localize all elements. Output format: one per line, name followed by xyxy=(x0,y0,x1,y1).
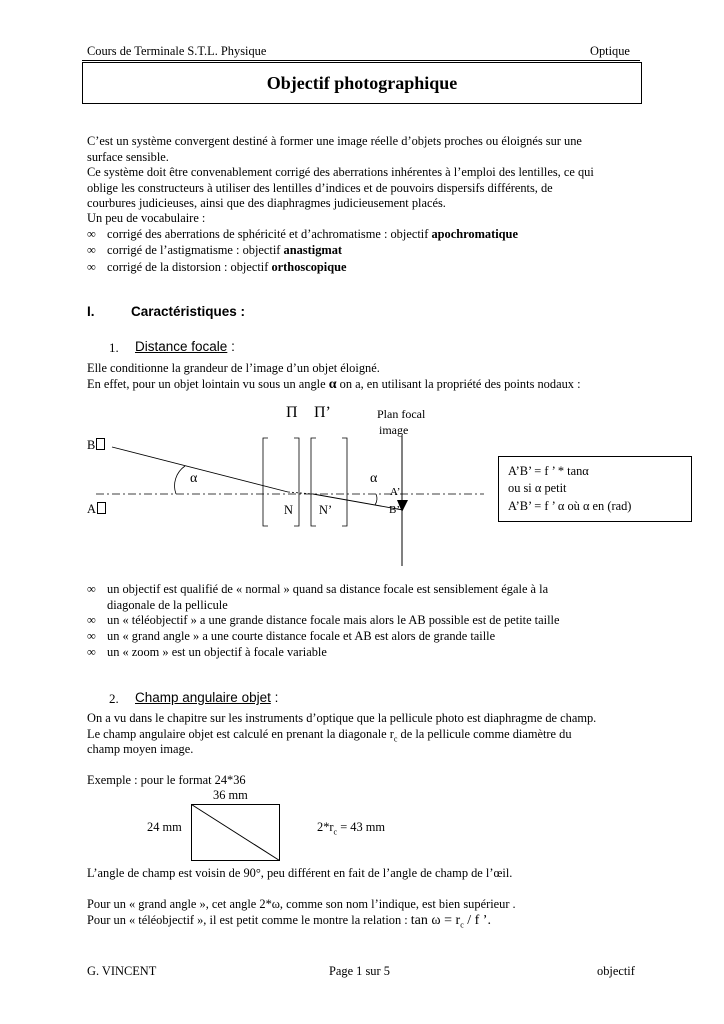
missing-glyph-icon xyxy=(97,502,106,514)
list-item xyxy=(87,581,548,597)
film-width-label: 36 mm xyxy=(213,788,248,802)
header-right: Optique xyxy=(590,44,630,58)
text-line xyxy=(87,912,491,933)
list-item-text: un objectif est qualifié de « normal » quand sa distance focale est sensiblement égale à la xyxy=(107,582,549,596)
nodal-point-n-prime: N’ xyxy=(319,503,333,517)
intro-line: oblige les constructeurs à utiliser des lentilles d’indices et de pouvoirs dispersifs différents, de xyxy=(87,181,553,195)
angle-arc-left xyxy=(175,466,185,494)
list-item-text: un « grand angle » a une courte distance focale et AB est alors de grande taille xyxy=(107,629,496,643)
text-segment: Le champ angulaire objet est calculé en prenant la diagonale r xyxy=(87,727,394,741)
list-item-text: corrigé de l’astigmatisme : objectif xyxy=(107,243,284,257)
diagonal-label-text: 2*r xyxy=(317,820,334,834)
infinity-bullet-icon: ∞ xyxy=(87,243,96,257)
text-segment: Pour un « téléobjectif », il est petit comme le montre la relation : xyxy=(87,913,411,927)
plane-label-pi-prime: Π’ xyxy=(314,404,331,421)
intro-line: C’est un système convergent destiné à former une image réelle d’objets proches ou éloignés sur une xyxy=(87,134,582,148)
plane-bracket-left xyxy=(263,438,268,526)
list-item-text: diagonale de la pellicule xyxy=(107,598,228,612)
focal-plane-label: Plan focal xyxy=(377,407,426,421)
text-line: Exemple : pour le format 24*36 xyxy=(87,773,246,787)
formula-box xyxy=(498,456,692,522)
film-format-diagram xyxy=(191,804,281,862)
intro-line: surface sensible. xyxy=(87,150,169,164)
relation-formula-end: / f ’. xyxy=(463,913,491,928)
infinity-bullet-icon: ∞ xyxy=(87,613,96,627)
footer-center: Page 1 sur 5 xyxy=(329,964,390,978)
incident-ray xyxy=(112,447,288,492)
subsection-number: 2. xyxy=(109,691,119,706)
list-item xyxy=(87,628,495,644)
text-segment: En effet, pour un objet lointain vu sous un angle xyxy=(87,377,329,391)
list-item-term: apochromatique xyxy=(431,227,518,241)
focal-plane-label: image xyxy=(379,423,409,437)
footer-right: objectif xyxy=(597,964,635,978)
subsection-title xyxy=(135,690,278,705)
alpha-symbol: α xyxy=(328,377,337,392)
text-line: Elle conditionne la grandeur de l’image d’un objet éloigné. xyxy=(87,361,380,375)
list-item xyxy=(87,644,327,660)
film-height-label: 24 mm xyxy=(147,820,182,834)
image-point-b-prime: B’ xyxy=(389,504,400,516)
subsection-title-text: Distance focale xyxy=(135,339,228,354)
plane-bracket-right-inner xyxy=(311,438,316,526)
diagonal-label xyxy=(317,820,385,836)
list-item-text: un « zoom » est un objectif à focale variable xyxy=(107,645,327,659)
point-label-b xyxy=(87,438,105,453)
list-item-text: un « téléobjectif » a une grande distance focale mais alors le AB possible est de petite taille xyxy=(107,613,560,627)
section-number: I. xyxy=(87,304,95,319)
nodal-point-n: N xyxy=(284,503,293,517)
formula-line: ou si α petit xyxy=(508,481,567,495)
section-title: Caractéristiques : xyxy=(131,304,246,319)
header-left: Cours de Terminale S.T.L. Physique xyxy=(87,44,267,58)
angle-label-alpha: α xyxy=(370,471,378,486)
intro-line: courbures judicieuses, ainsi que des diaphragmes judicieusement placés. xyxy=(87,196,446,210)
text-segment: de la pellicule comme diamètre du xyxy=(397,727,572,741)
vocab-line: Un peu de vocabulaire : xyxy=(87,211,206,225)
page-title: Objectif photographique xyxy=(266,73,458,93)
subsection-colon: : xyxy=(270,690,279,705)
infinity-bullet-icon: ∞ xyxy=(87,582,96,596)
formula-line: A’B’ = f ’ α où α en (rad) xyxy=(508,499,632,513)
list-item-text: corrigé des aberrations de sphéricité et d’achromatisme : objectif xyxy=(107,227,432,241)
footer-left: G. VINCENT xyxy=(87,964,157,978)
image-point-a-prime: A’ xyxy=(390,486,401,498)
point-label-a-text: A xyxy=(87,502,96,516)
list-item xyxy=(87,612,559,628)
angle-arc-right xyxy=(375,494,377,505)
infinity-bullet-icon: ∞ xyxy=(87,260,96,274)
text-segment: on a, en utilisant la propriété des points nodaux : xyxy=(336,377,581,391)
plane-bracket-right xyxy=(342,438,347,526)
infinity-bullet-icon: ∞ xyxy=(87,227,96,241)
subsection-title-text: Champ angulaire objet xyxy=(135,690,271,705)
list-item-term: orthoscopique xyxy=(271,260,347,274)
infinity-bullet-icon: ∞ xyxy=(87,629,96,643)
text-line: champ moyen image. xyxy=(87,742,194,756)
relation-subscript: c xyxy=(460,920,464,930)
relation-formula: tan ω = r xyxy=(410,913,461,928)
subsection-colon: : xyxy=(227,339,235,354)
subsection-number: 1. xyxy=(109,340,119,355)
intro-line: Ce système doit être convenablement corrigé des aberrations inhérentes à l’emploi des lentilles, ce qui xyxy=(87,165,594,179)
missing-glyph-icon xyxy=(96,438,105,450)
point-label-a xyxy=(87,502,106,517)
point-label-b-text: B xyxy=(87,438,96,452)
film-diagonal xyxy=(192,805,280,861)
text-line: On a vu dans le chapitre sur les instruments d’optique que la pellicule photo est diaphragme de champ. xyxy=(87,711,597,725)
text-line: Pour un « grand angle », cet angle 2*ω, comme son nom l’indique, est bien supérieur . xyxy=(87,897,516,911)
list-item-term: anastigmat xyxy=(283,243,343,257)
text-subscript: c xyxy=(393,734,398,744)
formula-line: A’B’ = f ’ * tanα xyxy=(508,464,589,478)
infinity-bullet-icon: ∞ xyxy=(87,645,96,659)
plane-label-pi: Π xyxy=(286,404,298,421)
diagonal-label-value: = 43 mm xyxy=(337,820,386,834)
list-item-text: corrigé de la distorsion : objectif xyxy=(107,260,272,274)
diagonal-subscript: c xyxy=(333,827,338,837)
text-line: L’angle de champ est voisin de 90°, peu différent en fait de l’angle de champ de l’œil. xyxy=(87,866,513,880)
plane-bracket-left-inner xyxy=(294,438,299,526)
angle-label-alpha: α xyxy=(190,471,198,486)
